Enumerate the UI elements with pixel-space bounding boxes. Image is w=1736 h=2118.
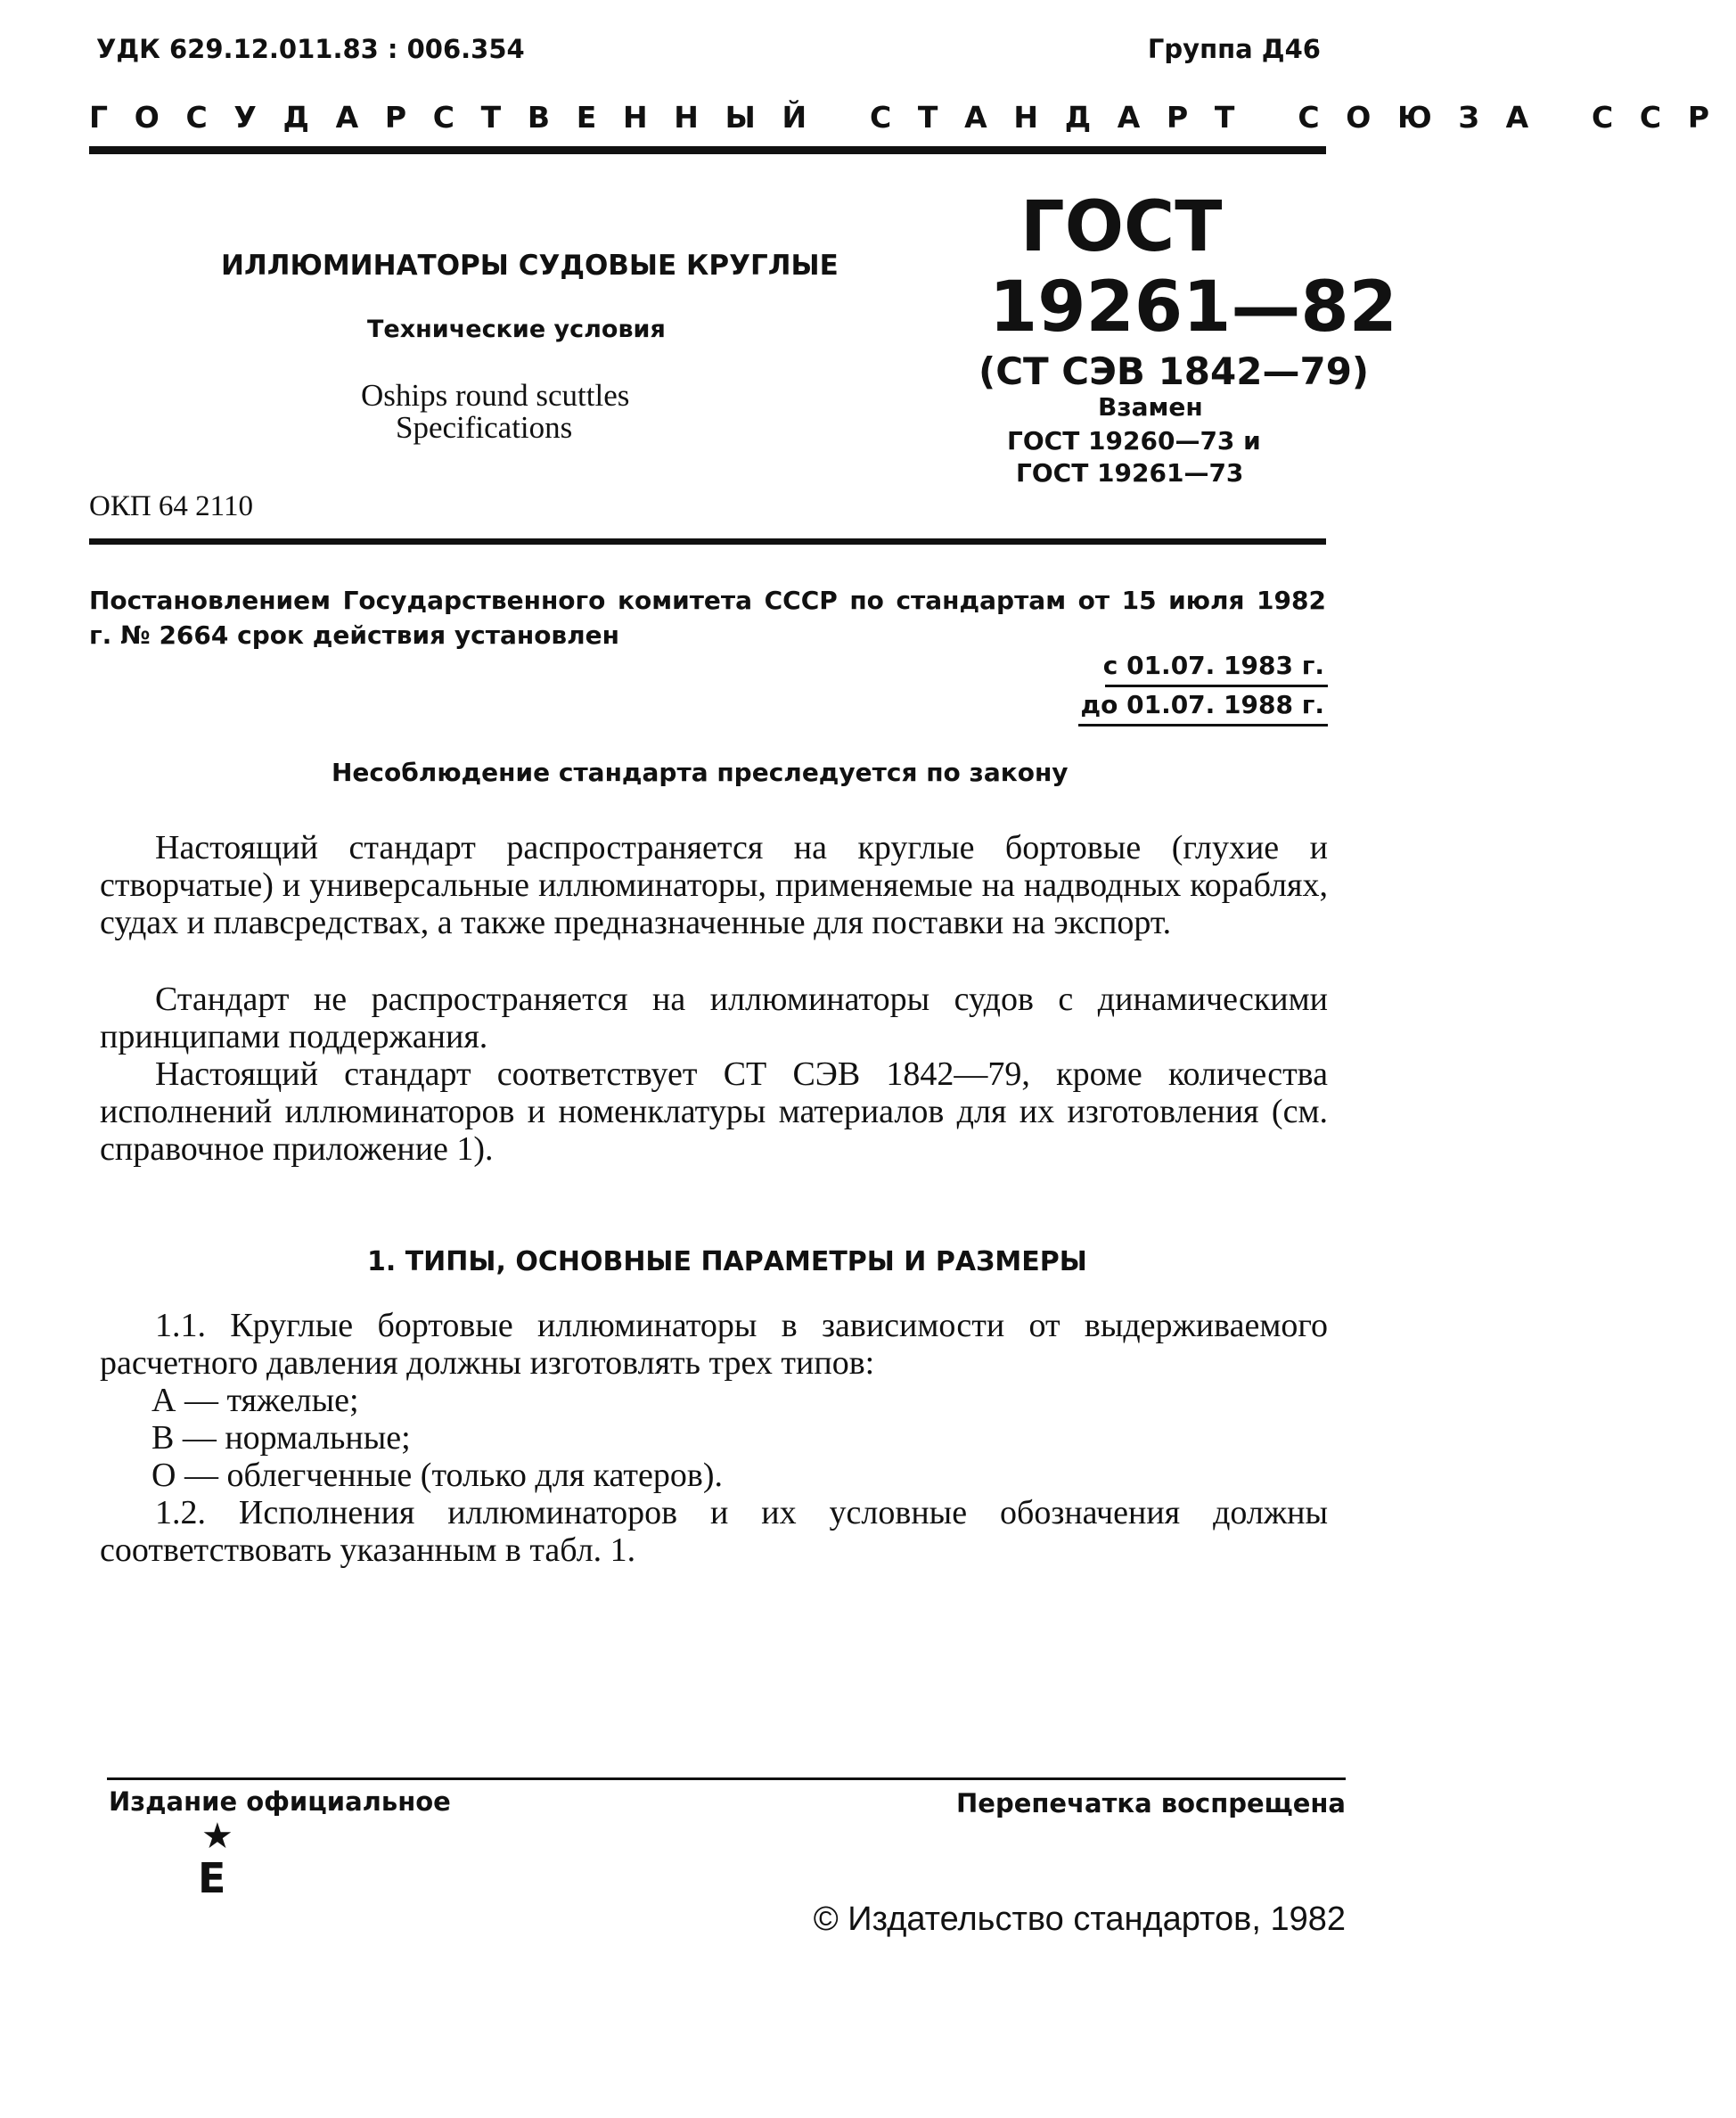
replaces-label: Взамен: [1098, 392, 1203, 422]
replaces-standard-2: ГОСТ 19261—73: [1016, 458, 1244, 488]
okp-code: ОКП 64 2110: [89, 490, 253, 522]
star-icon: ★: [201, 1816, 233, 1857]
st-sev-reference: (СТ СЭВ 1842—79): [979, 349, 1370, 393]
header-rule: [89, 146, 1326, 154]
legal-warning: Несоблюдение стандарта преследуется по закону: [332, 758, 1069, 787]
gost-number: 19261—82: [989, 267, 1397, 348]
gost-label: ГОСТ: [1020, 187, 1223, 267]
type-a-item: А — тяжелые;: [151, 1382, 359, 1419]
type-b-item: В — нормальные;: [151, 1419, 411, 1457]
intro-paragraph-1: Настоящий стандарт распространяется на круглые бортовые (глухие и створчатые) и универсальные иллюминаторы, применяемые на надводных кораблях, судах и плавсредствах, а также предназначенные для поставки на экспорт.: [100, 829, 1328, 941]
udk-code: УДК 629.12.011.83 : 006.354: [96, 34, 525, 64]
edition-letter: Е: [198, 1854, 226, 1902]
document-title: ИЛЛЮМИНАТОРЫ СУДОВЫЕ КРУГЛЫЕ: [221, 250, 839, 282]
replaces-standard-1: ГОСТ 19260—73 и: [1007, 426, 1261, 456]
date-to-underline: [1078, 724, 1328, 727]
type-o-item: О — облегченные (только для катеров).: [151, 1457, 723, 1494]
footer-rule: [107, 1777, 1346, 1780]
copyright-notice: © Издательство стандартов, 1982: [813, 1900, 1346, 1938]
decree-text: Постановлением Государственного комитета СССР по стандартам от 15 июля 1982 г. № 2664 срок действия установлен: [89, 586, 1326, 650]
english-subtitle: Specifications: [396, 410, 573, 445]
official-edition-label: Издание официальное: [109, 1786, 451, 1817]
intro-paragraph-3: Настоящий стандарт соответствует СТ СЭВ 1842—79, кроме количества исполнений иллюминаторов и номенклатуры материалов для их изготовления (см. справочное приложение 1).: [100, 1055, 1328, 1168]
clause-1-1: 1.1. Круглые бортовые иллюминаторы в зависимости от выдерживаемого расчетного давления должны изготовлять трех типов:: [100, 1307, 1328, 1382]
state-standard-banner: ГОСУДАРСТВЕННЫЙ СТАНДАРТ СОЮЗА ССР: [89, 100, 1736, 135]
group-code: Группа Д46: [1147, 34, 1321, 64]
document-subtitle: Технические условия: [367, 316, 666, 343]
effective-to-date: до 01.07. 1988 г.: [1080, 690, 1324, 719]
effective-from-date: с 01.07. 1983 г.: [1102, 651, 1324, 680]
date-from-underline: [1105, 685, 1328, 687]
clause-1-2: 1.2. Исполнения иллюминаторов и их условные обозначения должны соответствовать указанным в табл. 1.: [100, 1494, 1328, 1569]
intro-paragraph-2: Стандарт не распространяется на иллюминаторы судов с динамическими принципами поддержания.: [100, 981, 1328, 1055]
english-title: Oships round scuttles: [361, 378, 630, 413]
reprint-prohibited-label: Перепечатка воспрещена: [956, 1788, 1346, 1818]
section-1-heading: 1. ТИПЫ, ОСНОВНЫЕ ПАРАМЕТРЫ И РАЗМЕРЫ: [367, 1246, 1087, 1277]
title-block-rule: [89, 538, 1326, 545]
